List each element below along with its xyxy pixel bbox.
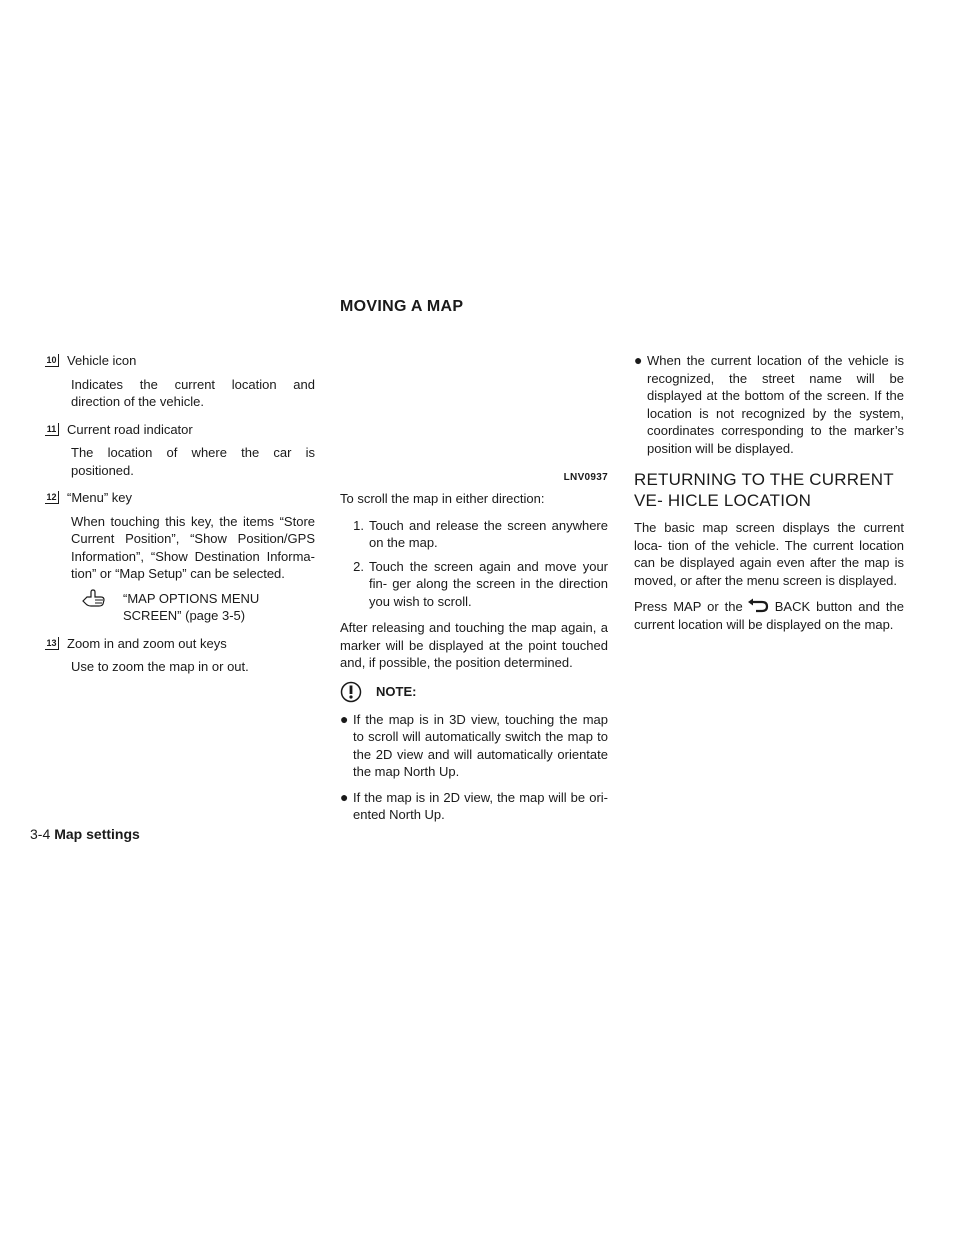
bullet-icon: ● [634,352,643,368]
item-label: “Menu” key [67,490,133,505]
item-number-badge: 11 [45,423,59,436]
page-number: 3-4 [30,826,51,842]
figure-area [340,352,608,490]
section-title: MOVING A MAP [340,298,464,315]
notes-list [340,711,608,824]
bullet-icon: ● [340,788,349,805]
caution-icon [340,681,362,703]
figure-label: LNV0937 [563,471,608,483]
reference-text: “MAP OPTIONS MENU SCREEN” (page 3-5) [123,590,260,623]
item-label: Current road indicator [67,421,193,437]
step-text: Touch and release the screen anywhere on the map. [369,517,608,550]
legend-item-13 [45,635,315,676]
steps-list [340,517,608,611]
return-text: The basic map screen displays the current loca- tion of the vehicle. The current location can be displayed again even after the map is moved, or after the menu screen is displayed. [634,520,904,588]
column-right [634,352,904,642]
press-instruction [634,598,904,633]
status-text: When the current location of the vehicle is recognized, the street name will be displayed at the bottom of the screen. If the location is not recognized by the system, coordinates corresponding to the marker’s position will be displayed. [647,353,904,456]
legend-item-12 [45,489,315,625]
item-description: The location of where the car is positioned. [71,445,315,478]
pointing-hand-icon [81,588,107,608]
note-item [340,711,608,781]
step-number: 1. [353,517,364,533]
bullet-icon: ● [340,710,349,727]
back-arrow-icon [747,598,771,614]
note-text: If the map is in 2D view, the map will be ori- ented North Up. [353,789,608,822]
column-middle [340,352,608,832]
step-item [340,558,608,611]
item-number-badge: 10 [45,354,59,367]
column-left [45,352,315,686]
item-label: Vehicle icon [67,353,137,368]
item-description: When touching this key, the items “Store Current Position”, “Show Position/GPS Information”, “Show Destination Informa- tion” or “Map Setup” can be selected. [71,513,315,581]
press-before: Press MAP or the [634,599,743,614]
item-number-badge: 12 [45,491,59,504]
step-text: Touch the screen again and move your fin- ger along the screen in the direction you wish to scroll. [369,558,608,609]
return-heading: RETURNING TO THE CURRENT VE- HICLE LOCATION [634,470,894,510]
page-footer [30,826,140,844]
legend-item-11 [45,421,315,480]
note-item [340,789,608,824]
item-description: Use to zoom the map in or out. [71,659,249,674]
cross-reference [45,590,315,625]
note-label: NOTE: [376,683,417,699]
after-text: After releasing and touching the map again, a marker will be displayed at the point touched and, if possible, the position determined. [340,620,608,670]
scroll-intro: To scroll the map in either direction: [340,491,545,506]
item-label: Zoom in and zoom out keys [67,635,227,651]
press-after: BACK button and the current location will be displayed on the map. [634,599,904,632]
note-heading [340,681,608,703]
status-list [634,352,904,457]
status-item [634,352,904,457]
step-number: 2. [353,558,364,574]
footer-section: Map settings [54,826,140,842]
note-text: If the map is in 3D view, touching the map to scroll will automatically switch the map to the 2D view and will automatically orientate the map North Up. [353,711,608,779]
step-item [340,517,608,552]
item-description: Indicates the current location and direction of the vehicle. [71,376,315,409]
legend-item-10 [45,352,315,411]
item-number-badge: 13 [45,637,59,650]
